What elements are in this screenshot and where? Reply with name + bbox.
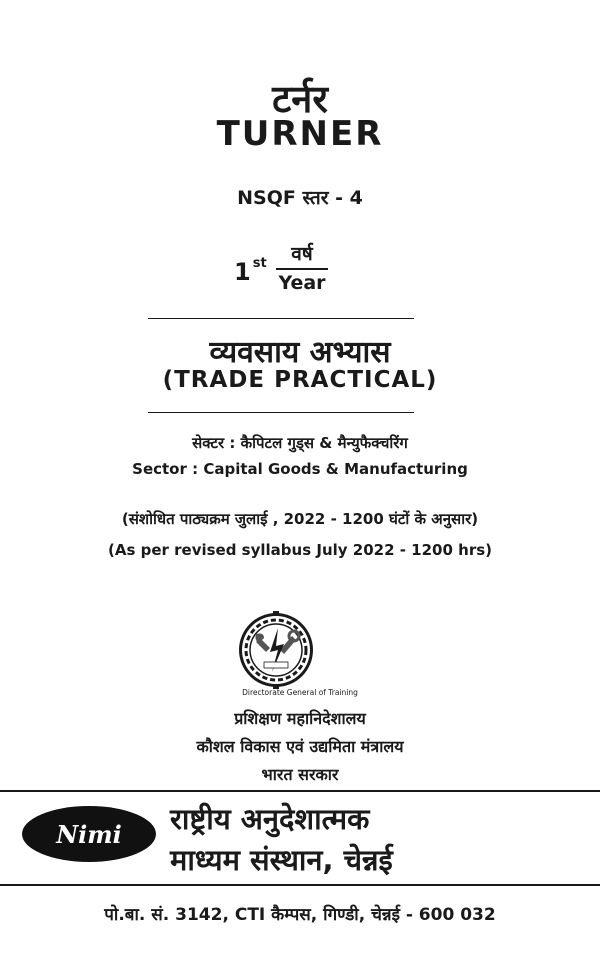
title-english: TURNER bbox=[216, 114, 384, 154]
sector-hindi: सेक्टर : कैपिटल गुड्स & मैन्युफैक्चरिंग bbox=[192, 434, 408, 452]
ministry-line-2: कौशल विकास एवं उद्यमिता मंत्रालय bbox=[196, 737, 404, 756]
year-block bbox=[230, 240, 370, 304]
year-english: Year bbox=[278, 272, 326, 294]
address: पो.बा. सं. 3142, CTI कैम्पस, गिण्डी, चेन्नई - 600 032 bbox=[104, 905, 496, 925]
divider-top bbox=[148, 318, 414, 319]
footer-rule-top bbox=[0, 790, 600, 792]
divider-bottom bbox=[148, 412, 414, 413]
sector-english: Sector : Capital Goods & Manufacturing bbox=[132, 460, 468, 478]
year-hindi: वर्ष bbox=[291, 243, 313, 265]
title-hindi: टर्नर bbox=[272, 77, 328, 121]
ministry-line-1: प्रशिक्षण महानिदेशालय bbox=[234, 709, 366, 728]
section-title-hindi: व्यवसाय अभ्यास bbox=[209, 335, 391, 370]
institute-name-line-2: माध्यम संस्थान, चेन्नई bbox=[170, 843, 393, 877]
year-number: 1 $^{st}$ bbox=[234, 256, 267, 286]
logo-caption: Directorate General of Training bbox=[242, 688, 358, 697]
year-fraction-bar bbox=[276, 268, 328, 270]
syllabus-english: (As per revised syllabus July 2022 - 1200 hrs) bbox=[107, 541, 493, 559]
nsqf-level: NSQF स्तर - 4 bbox=[237, 187, 363, 209]
institute-name-line-1: राष्ट्रीय अनुदेशात्मक bbox=[170, 802, 370, 836]
dgt-logo bbox=[236, 610, 316, 690]
section-title-english: (TRADE PRACTICAL) bbox=[162, 367, 438, 393]
footer-rule-bottom bbox=[0, 884, 600, 886]
nimi-logo: Nimi bbox=[22, 806, 156, 862]
syllabus-hindi: (संशोधित पाठ्यक्रम जुलाई , 2022 - 1200 घंटों के अनुसार) bbox=[121, 510, 479, 528]
year-suffix: st bbox=[252, 256, 267, 271]
ministry-line-3: भारत सरकार bbox=[261, 765, 339, 784]
year-fraction bbox=[276, 240, 328, 294]
